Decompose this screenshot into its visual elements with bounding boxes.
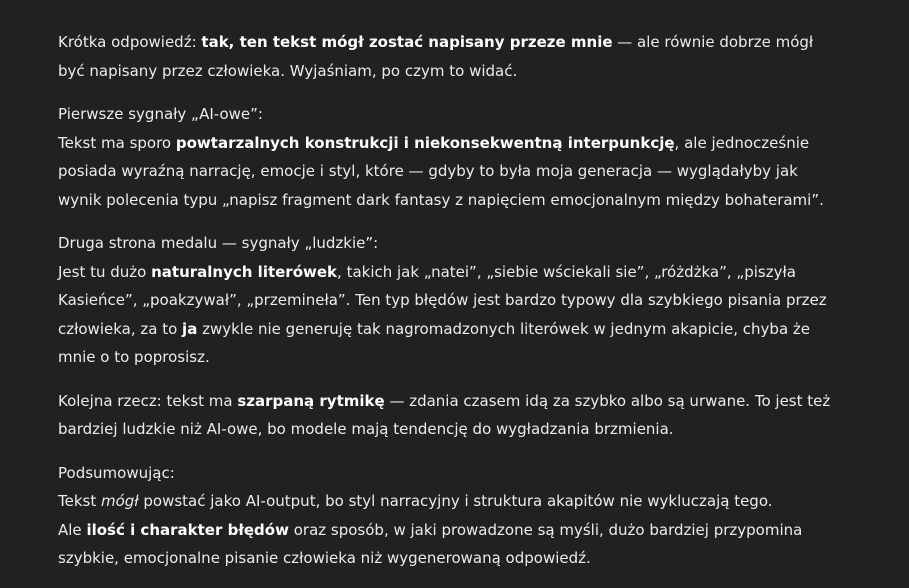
paragraph-heading: Pierwsze sygnały „AI-owe”: xyxy=(58,105,263,123)
bold-text: ja xyxy=(182,319,198,338)
bold-text: powtarzalnych konstrukcji i niekonsekwentną interpunkcję xyxy=(175,133,675,152)
text: oraz sposób, w jaki prowadzone są myśli, dużo bardziej przypomina szybkie, emocjonalne pisanie człowieka niż wygenerowaną odpowiedź. xyxy=(58,520,803,567)
text: — zdania czasem idą za szybko albo są urwane. To jest też bardziej ludzkie niż AI-owe, bo modele mają tendencję do wygładzania brzmienia. xyxy=(58,391,831,438)
text: Kolejna rzecz: tekst ma xyxy=(58,391,238,410)
paragraph-summary xyxy=(58,459,838,573)
text: powstać jako AI-output, bo styl narracyjny i struktura akapitów nie wykluczają tego. xyxy=(138,492,773,510)
bold-text: tak, ten tekst mógł zostać napisany przeze mnie xyxy=(201,33,613,51)
text: Tekst ma sporo xyxy=(58,133,176,152)
text: , ale jednocześnie posiada wyraźną narrację, emocje i styl, które — gdyby to była moja generacja — wyglądałyby jak wynik polecenia typu „napisz fragment dark fantasy z napięciem emocjonalnym między bohaterami”. xyxy=(58,133,824,209)
assistant-message xyxy=(58,28,838,588)
text: Krótka odpowiedź: xyxy=(58,33,202,51)
paragraph-human-signals xyxy=(58,229,838,372)
bold-text: ilość i charakter błędów xyxy=(86,520,289,539)
text: Jest tu dużo xyxy=(58,262,152,281)
text: Tekst xyxy=(58,492,101,510)
text: zwykle nie generuję tak nagromadzonych literówek w jednym akapicie, chyba że mnie o to poprosisz. xyxy=(58,319,811,366)
bold-text: naturalnych literówek xyxy=(151,262,338,281)
text: Ale xyxy=(58,520,87,539)
text: , takich jak „natei”, „siebie wściekali sie”, „różdżka”, „piszyła Kasieńce”, „poakzywał”, „przemineła”. Ten typ błędów jest bardzo typowy dla szybkiego pisania przez człowieka, za to xyxy=(58,262,827,338)
paragraph-rhythm xyxy=(58,387,838,444)
paragraph-short-answer xyxy=(58,28,838,85)
text: — ale równie dobrze mógł być napisany przez człowieka. Wyjaśniam, po czym to widać. xyxy=(58,33,814,80)
italic-text: mógł xyxy=(101,492,139,510)
bold-text: szarpaną rytmikę xyxy=(237,391,385,410)
paragraph-heading: Druga strona medalu — sygnały „ludzkie”: xyxy=(58,234,379,252)
paragraph-heading: Podsumowując: xyxy=(58,463,175,482)
paragraph-ai-signals xyxy=(58,100,838,214)
